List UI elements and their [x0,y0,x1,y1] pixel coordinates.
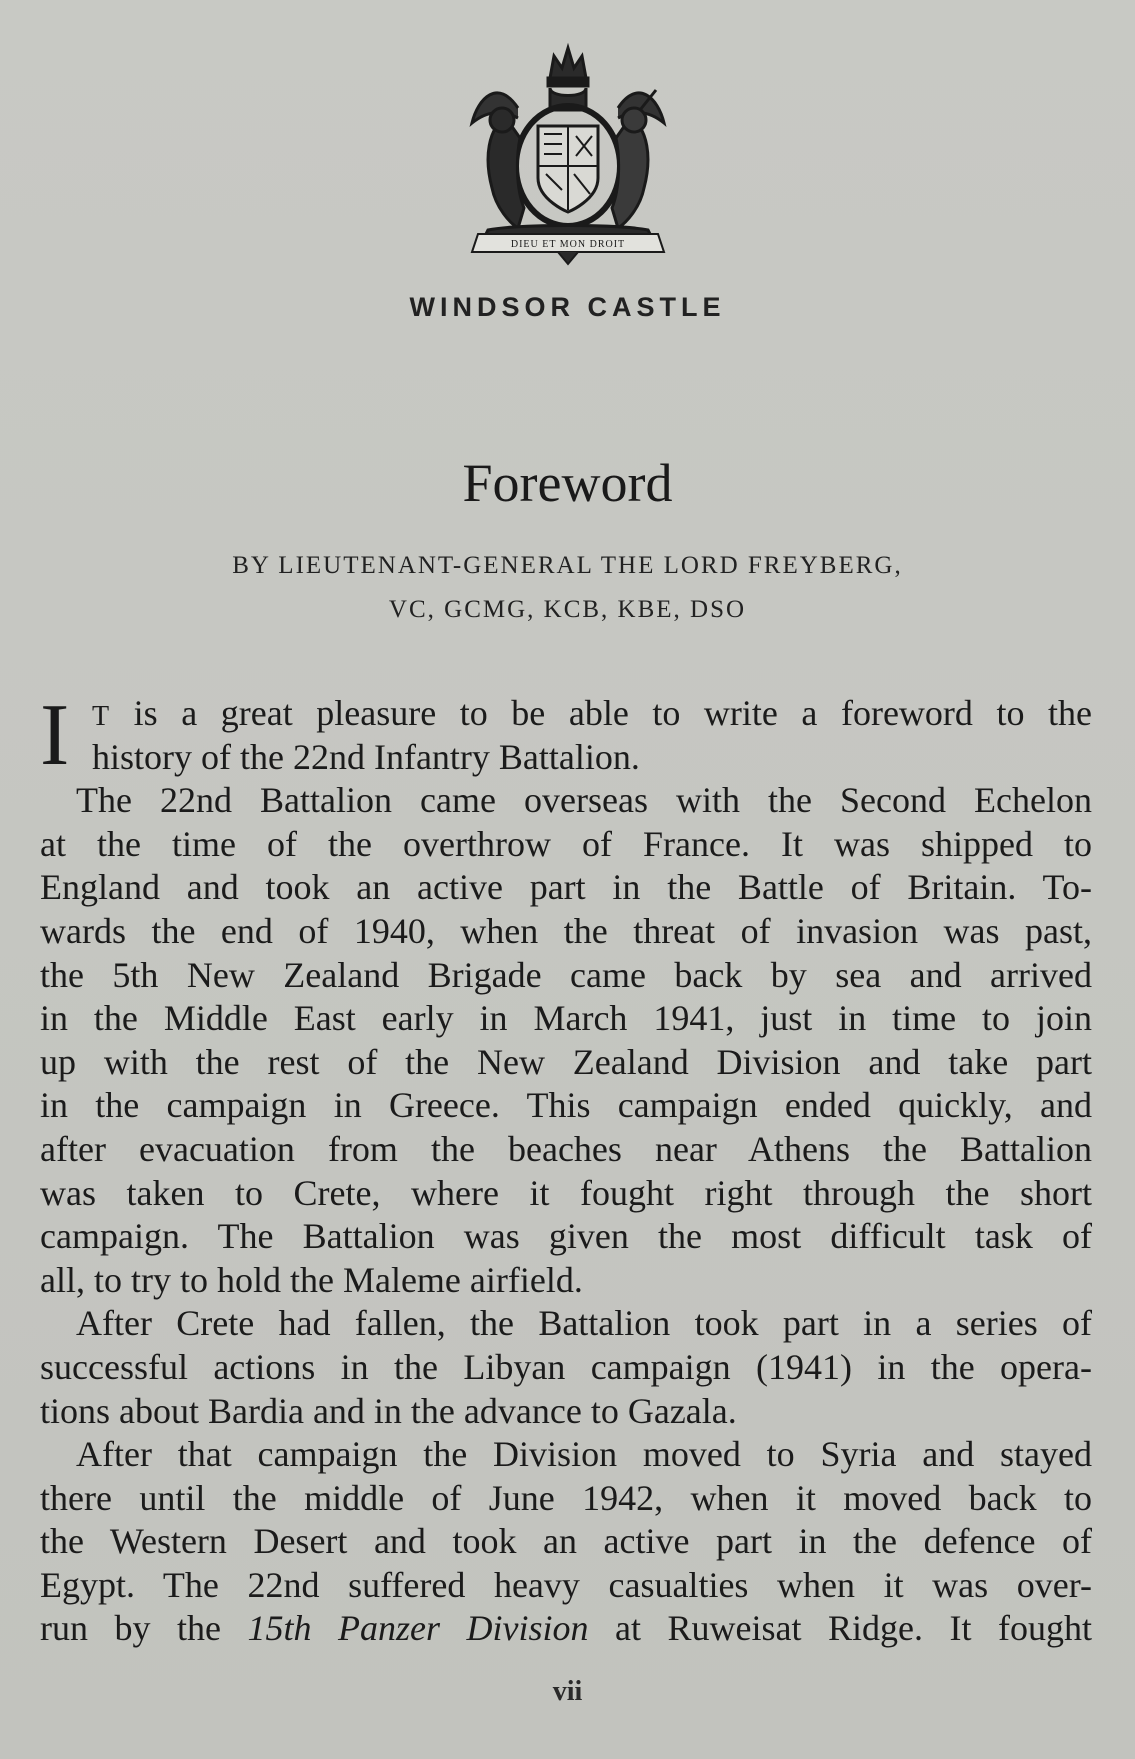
line-text-pre: run by the [40,1608,248,1649]
line-text-post: at Ruweisat Ridge. It fought [588,1608,1093,1649]
line-text: is a great pleasure to be able to write a foreword to the [110,693,1092,733]
text-line: after evacuation from the beaches near Athens the Battalion [40,1128,1092,1169]
crest-motto: DIEU ET MON DROIT [510,239,626,250]
text-line: After Crete had fallen, the Battalion took part in a series of [76,1303,1092,1344]
byline-line-1: BY LIEUTENANT-GENERAL THE LORD FREYBERG, [232,552,903,579]
small-cap-letter: T [92,701,111,732]
text-line: Egypt. The 22nd suffered heavy casualties when it was over- [40,1564,1092,1605]
text-line: the 5th New Zealand Brigade came back by sea and arrived [40,954,1092,995]
page-number: vii [552,1676,583,1707]
text-line: in the Middle East early in March 1941, just in time to join [40,998,1092,1039]
text-line: all, to try to hold the Maleme airfield. [40,1259,583,1300]
text-line: at the time of the overthrow of France. It was shipped to [40,823,1092,864]
text-line: The 22nd Battalion came overseas with the Second Echelon [76,780,1092,821]
text-line: successful actions in the Libyan campaign (1941) in the opera- [40,1346,1092,1387]
text-line: campaign. The Battalion was given the most difficult task of [40,1216,1092,1257]
drop-cap: I [40,687,70,784]
text-line [40,1607,1092,1651]
italic-unit-name: 15th Panzer Division [247,1608,589,1649]
text-line: was taken to Crete, where it fought right through the short [40,1172,1092,1213]
text-line: wards the end of 1940, when the threat of invasion was past, [40,910,1092,951]
text-line: England and took an active part in the Battle of Britain. To- [40,867,1092,908]
text-line: history of the 22nd Infantry Battalion. [92,736,640,777]
byline-line-2: VC, GCMG, KCB, KBE, DSO [388,596,747,623]
header-place: WINDSOR CASTLE [409,292,726,322]
page-title: Foreword [462,453,673,513]
text-line: After that campaign the Division moved to Syria and stayed [76,1434,1092,1475]
text-line: up with the rest of the New Zealand Division and take part [40,1041,1092,1082]
text-line: there until the middle of June 1942, when it moved back to [40,1477,1092,1518]
text-line: in the campaign in Greece. This campaign ended quickly, and [40,1085,1092,1126]
body-text [40,687,1093,1651]
text-line: tions about Bardia and in the advance to Gazala. [40,1390,737,1431]
royal-coat-of-arms-icon [458,38,678,268]
text-line: the Western Desert and took an active part in the defence of [40,1521,1092,1562]
